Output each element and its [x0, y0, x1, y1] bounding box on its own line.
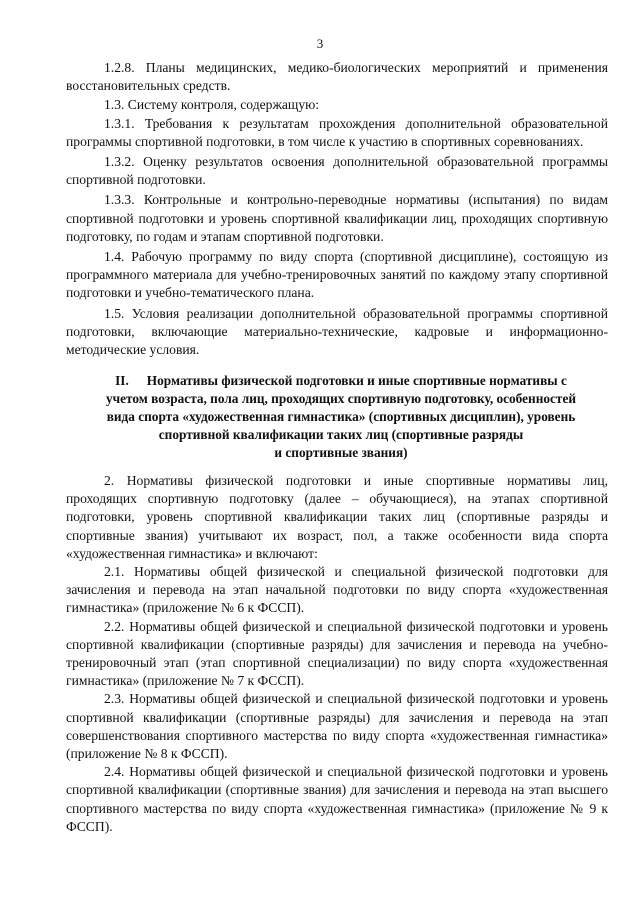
heading-line-1: II. Нормативы физической подготовки и иные спортивные нормативы с: [115, 373, 567, 388]
section-number: II.: [115, 373, 129, 388]
paragraph-2-1: 2.1. Нормативы общей физической и специальной физической подготовки для зачисления и перевода на этап начальной подготовки по виду спорта «художественная гимнастика» (приложение № 6 к ФССП).: [66, 564, 608, 616]
paragraph-1-3-2: 1.3.2. Оценку результатов освоения дополнительной образовательной программы спортивной подготовки.: [66, 154, 608, 188]
section-2-body: [66, 472, 608, 836]
paragraph-2-4: 2.4. Нормативы общей физической и специальной физической подготовки и уровень спортивной квалификации (спортивные звания) для зачисления и перевода на этап высшего спортивного мастерства по виду спорта «художественная гимнастика» (приложение № 9 к ФССП).: [66, 764, 608, 834]
paragraph-1-2-8: 1.2.8. Планы медицинских, медико-биологических мероприятий и применения восстановительных средств.: [66, 60, 608, 94]
section-2-heading: [78, 372, 604, 462]
paragraph-2-3: 2.3. Нормативы общей физической и специальной физической подготовки и уровень спортивной квалификации (спортивные разряды) для зачисления и перевода на этап совершенствования спортивного мастерства по виду спорта «художественная гимнастика» (приложение № 8 к ФССП).: [66, 691, 608, 762]
heading-line-2: учетом возраста, пола лиц, проходящих спортивную подготовку, особенностей: [105, 391, 577, 406]
paragraph-1-3-3: 1.3.3. Контрольные и контрольно-переводные нормативы (испытания) по видам спортивной подготовки и уровень спортивной квалификации лиц, проходящих спортивную подготовку, по годам и этапам спортивной подготовки.: [66, 192, 608, 244]
paragraph-1-3-1: 1.3.1. Требования к результатам прохождения дополнительной образовательной программы спортивной подготовки, в том числе к участию в спортивных соревнованиях.: [66, 115, 608, 149]
section-1-continued: [66, 59, 608, 359]
heading-line-3: вида спорта «художественная гимнастика» (спортивных дисциплин), уровень: [106, 409, 576, 424]
heading-line-5: и спортивные звания): [274, 445, 408, 460]
paragraph-1-4: 1.4. Рабочую программу по виду спорта (спортивной дисциплине), состоящую из программного материала для учебно-тренировочных занятий по каждому этапу спортивной подготовки и учебно-тематического плана.: [66, 249, 608, 301]
paragraph-2: 2. Нормативы физической подготовки и иные спортивные нормативы лиц, проходящих спортивную подготовку (далее – обучающиеся), на этапах спортивной подготовки, уровень спортивной квалификации таких лиц (спортивные разряды и спортивные звания) учитывают их возраст, пол, а также особенности вида спорта «художественная гимнастика» и включают:: [66, 473, 608, 561]
paragraph-1-5: 1.5. Условия реализации дополнительной образовательной программы спортивной подготовки, включающие материально-технические, кадровые и информационно-методические условия.: [66, 305, 608, 358]
paragraph-1-3: 1.3. Систему контроля, содержащую:: [104, 97, 320, 113]
heading-line-4: спортивной квалификации таких лиц (спортивные разряды: [158, 427, 524, 442]
page-number: 3: [316, 36, 324, 51]
paragraph-2-2: 2.2. Нормативы общей физической и специальной физической подготовки и уровень спортивной квалификации (спортивные разряды) для зачисления и перевода на учебно-тренировочный этап (этап спортивной специализации) по виду спорта «художественная гимнастика» (приложение № 7 к ФССП).: [66, 618, 608, 689]
